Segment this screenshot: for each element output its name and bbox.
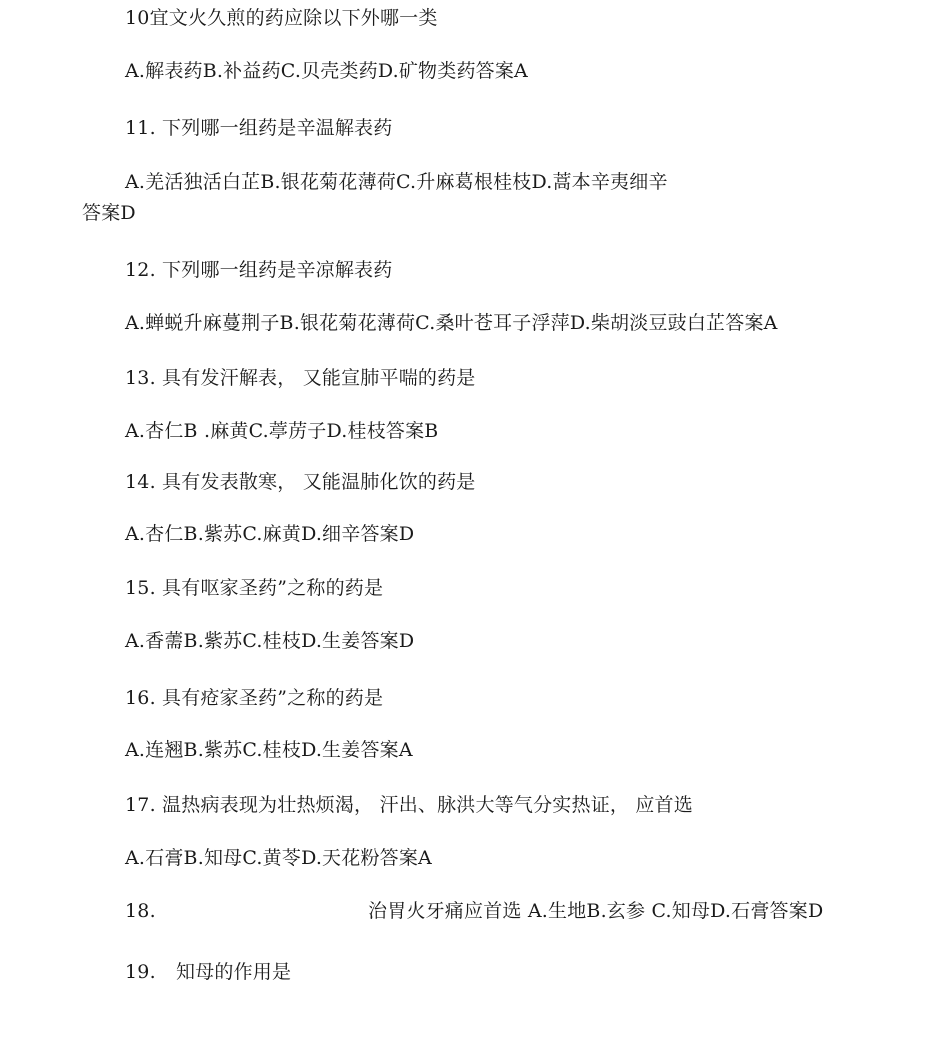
question-19-text: 知母的作用是 bbox=[176, 961, 292, 983]
question-10-stem: 10宜文火久煎的药应除以下外哪一类 bbox=[125, 7, 438, 29]
question-13-options: A.杏仁B .麻黄C.葶苈子D.桂枝答案B bbox=[125, 420, 439, 442]
question-11-stem: 11. 下列哪一组药是辛温解表药 bbox=[125, 117, 393, 139]
question-14-options: A.杏仁B.紫苏C.麻黄D.细辛答案D bbox=[125, 523, 415, 545]
question-14-stem: 14. 具有发表散寒， 又能温肺化饮的药是 bbox=[125, 471, 476, 493]
question-15-stem: 15. 具有呕家圣药”之称的药是 bbox=[125, 577, 384, 599]
question-18-number: 18. bbox=[125, 900, 156, 922]
question-17-options: A.石膏B.知母C.黄苓D.天花粉答案A bbox=[125, 847, 432, 869]
question-10-options: A.解表药B.补益药C.贝壳类药D.矿物类药答案A bbox=[125, 60, 528, 82]
question-12-options: A.蝉蜕升麻蔓荆子B.银花菊花薄荷C.桑叶苍耳子浮萍D.柴胡淡豆豉白芷答案A bbox=[125, 312, 778, 334]
question-19-number: 19. bbox=[125, 961, 156, 983]
question-11-options: A.羌活独活白芷B.银花菊花薄荷C.升麻葛根桂枝D.蒿本辛夷细辛 bbox=[125, 171, 668, 193]
question-18-text: 治胃火牙痛应首选 A.生地B.玄参 C.知母D.石膏答案D bbox=[368, 900, 824, 922]
question-12-stem: 12. 下列哪一组药是辛凉解表药 bbox=[125, 259, 393, 281]
question-17-stem: 17. 温热病表现为壮热烦渴， 汗出、脉洪大等气分实热证， 应首选 bbox=[125, 794, 693, 816]
question-13-stem: 13. 具有发汗解表， 又能宣肺平喘的药是 bbox=[125, 367, 476, 389]
question-11-answer: 答案D bbox=[82, 202, 136, 224]
question-16-stem: 16. 具有疮家圣药”之称的药是 bbox=[125, 687, 384, 709]
question-16-options: A.连翘B.紫苏C.桂枝D.生姜答案A bbox=[125, 739, 413, 761]
question-15-options: A.香薷B.紫苏C.桂枝D.生姜答案D bbox=[125, 630, 415, 652]
